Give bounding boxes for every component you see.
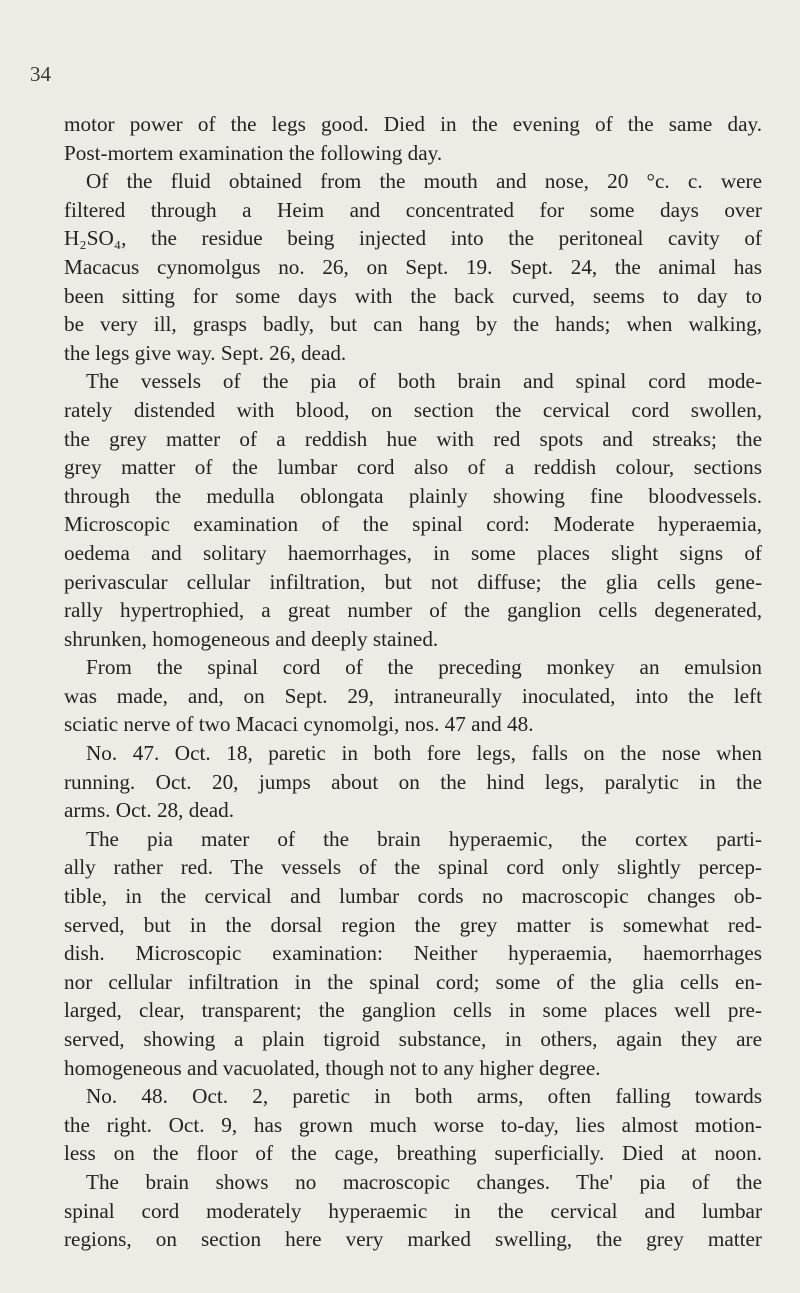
text-line: shrunken, homogeneous and deeply stained.	[64, 626, 439, 651]
text-line: nor cellular infiltration in the spinal cord; some of the glia cells en-	[64, 969, 762, 994]
text-line: was made, and, on Sept. 29, intraneurally inoculated, into the left	[64, 683, 762, 708]
text-line: No. 47. Oct. 18, paretic in both fore legs, falls on the nose when	[86, 741, 762, 766]
text-line: dish. Microscopic examination: Neither hyperaemia, haemorrhages	[64, 941, 762, 966]
text-line: the legs give way. Sept. 26, dead.	[64, 340, 347, 365]
text-line: arms. Oct. 28, dead.	[64, 798, 235, 823]
text-line: filtered through a Heim and concentrated for some days over	[64, 197, 762, 222]
text-line: Macacus cynomolgus no. 26, on Sept. 19. Sept. 24, the animal has	[64, 254, 762, 279]
text-line: larged, clear, transparent; the ganglion cells in some places well pre-	[64, 998, 762, 1023]
text-line: regions, on section here very marked swelling, the grey matter	[64, 1227, 762, 1252]
text-line: grey matter of the lumbar cord also of a reddish colour, sections	[64, 455, 762, 480]
text-line: rally hypertrophied, a great number of the ganglion cells degenerated,	[64, 598, 762, 623]
text-line: sciatic nerve of two Macaci cynomolgi, nos. 47 and 48.	[64, 712, 534, 737]
text-line: homogeneous and vacuolated, though not to any higher degree.	[64, 1055, 601, 1080]
text-line: through the medulla oblongata plainly showing fine bloodvessels.	[64, 483, 762, 508]
text-line: No. 48. Oct. 2, paretic in both arms, often falling towards	[86, 1084, 762, 1109]
text-line: The pia mater of the brain hyperaemic, the cortex parti-	[86, 826, 762, 851]
text-line: Of the fluid obtained from the mouth and nose, 20 °c. c. were	[86, 169, 762, 194]
text-line: motor power of the legs good. Died in the evening of the same day.	[64, 112, 762, 136]
text-line: served, showing a plain tigroid substance, in others, again they are	[64, 1027, 762, 1051]
text-line: the right. Oct. 9, has grown much worse to-day, lies almost motion-	[64, 1112, 762, 1137]
text-line: been sitting for some days with the back curved, seems to day to	[64, 283, 762, 308]
text-line: From the spinal cord of the preceding monkey an emulsion	[86, 655, 762, 680]
text-line: rately distended with blood, on section the cervical cord swollen,	[64, 397, 762, 422]
text-line: running. Oct. 20, jumps about on the hind legs, paralytic in the	[64, 769, 762, 794]
text-line: the grey matter of a reddish hue with red spots and streaks; the	[64, 426, 762, 451]
page-number: 34	[30, 62, 51, 86]
text-line: Post-mortem examination the following day.	[64, 140, 443, 165]
text-line: spinal cord moderately hyperaemic in the cervical and lumbar	[64, 1198, 762, 1223]
text-line: perivascular cellular infiltration, but not diffuse; the glia cells gene-	[64, 569, 762, 594]
text-line: served, but in the dorsal region the grey matter is somewhat red-	[64, 912, 762, 937]
text-line: less on the floor of the cage, breathing superficially. Died at noon.	[64, 1141, 762, 1166]
text-line: oedema and solitary haemorrhages, in some places slight signs of	[64, 540, 762, 565]
text-line: ally rather red. The vessels of the spinal cord only slightly percep-	[64, 855, 762, 880]
text-line: be very ill, grasps badly, but can hang by the hands; when walking,	[64, 312, 762, 337]
text-line: H₂SO₄, the residue being injected into the peritoneal cavity of	[64, 226, 762, 251]
text-line: tible, in the cervical and lumbar cords no macroscopic changes ob-	[64, 884, 762, 909]
text-line: Microscopic examination of the spinal cord: Moderate hyperaemia,	[64, 512, 762, 537]
text-line: The vessels of the pia of both brain and spinal cord mode-	[86, 369, 762, 394]
text-line: The brain shows no macroscopic changes. The' pia of the	[86, 1169, 762, 1194]
body-text	[64, 110, 762, 1254]
